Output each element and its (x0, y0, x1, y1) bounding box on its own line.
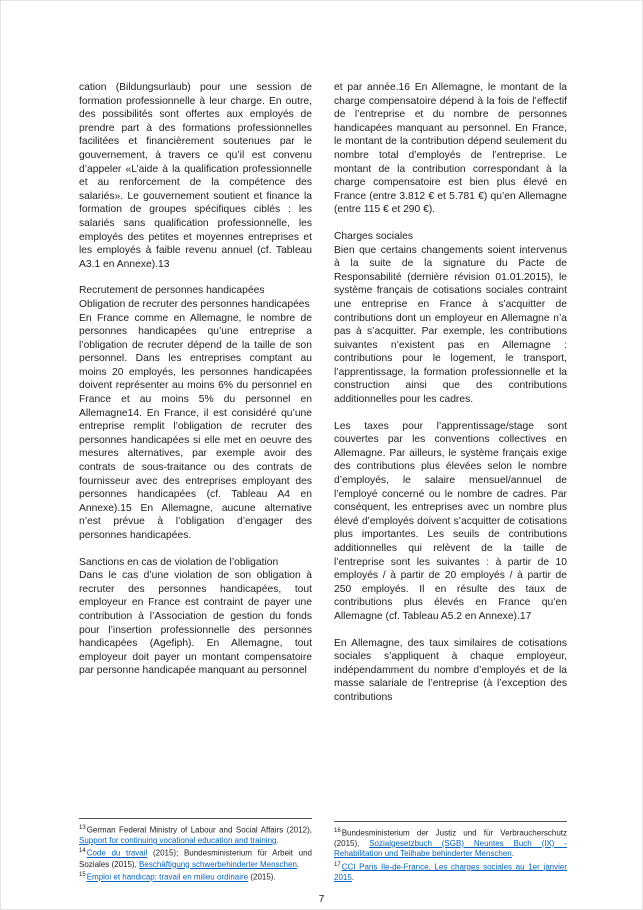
footnote-15 (79, 870, 312, 883)
footnote-14 (79, 846, 312, 869)
section-heading-recrutement: Recrutement de personnes handicapées (79, 285, 265, 297)
footnote-link[interactable]: Support for continuing vocational education and training (79, 836, 277, 846)
text-block (334, 637, 567, 705)
text-block (79, 81, 312, 271)
footnote-13 (79, 823, 312, 846)
footnote-link[interactable]: Code du travail (86, 849, 148, 859)
paragraph: et par année.16 En Allemagne, le montant de la charge compensatoire dépend à la fois de l’effectif de l’entreprise et du nombre de personnes handicapées manquant au personnel. En France, le montant de la contribution dépend seulement du nombre total d’employés de l’entreprise. Le montant de la contribution correspondant à la charge compensatoire est bien plus élevé en France (entre 3.812 € et 5.781 €) qu’en Allemagne (entre 115 € et 290 €). (334, 82, 567, 216)
footnotes-area (79, 818, 567, 883)
footnote-number: 15 (79, 871, 86, 878)
section-recrutement (79, 284, 312, 542)
section-sanctions (79, 556, 312, 678)
footnote-number: 13 (79, 825, 86, 831)
section-heading-charges: Charges sociales (334, 230, 413, 242)
footnote-17 (334, 860, 567, 883)
section-subheading-obligation: Obligation de recruter des personnes handicapées (79, 298, 310, 310)
footnote-text: (2015); Bundesministerium für Arbeit und Soziales (2015), (79, 849, 312, 869)
paragraph: En France comme en Allemagne, le nombre de personnes handicapées qu’une entreprise a l’obligation de recruter dépend de la taille de son personnel. Dans les entreprises comptant au moins 20 employés, les personnes handicapées doivent représenter au moins 6% du personnel en France et au moins 5% du personnel en Allemagne14. En France, il est considéré qu’une entreprise remplit l’obligation de recruter des personnes handicapées si elle met en oeuvre des mesures alternatives, par exemple avoir des contrats de sous-traitance ou des contrats de fournisseur avec des entreprises employant des personnes handicapées (cf. Tableau A4 en Annexe).15 En Allemagne, aucune alternative n’est prévue à l’obligation d’engager des personnes handicapées. (79, 312, 312, 541)
body-columns (79, 81, 567, 718)
page-number: 7 (318, 894, 325, 905)
footnote-separator (334, 821, 567, 822)
footnote-number: 17 (334, 861, 341, 868)
paragraph: Bien que certains changements soient intervenus à la suite de la signature du Pacte de Responsabilité (dernière révision 01.01.2015), le système français de cotisations sociales contraint une entreprise en France à s’acquitter de contributions dont un employeur en Allemagne n’a pas à s’acquitter. Par exemple, les contributions suivantes n’existent pas en Allemagne : contributions pour le logement, le transport, l’apprentissage, la formation professionnelle et la construction ainsi que des contributions additionnelles pour les cadres. (334, 244, 567, 406)
footnote-text: German Federal Ministry of Labour and Social Affairs (2012), (86, 825, 312, 835)
section-charges-sociales (334, 230, 567, 407)
footnote-link[interactable]: Emploi et handicap: travail en milieu ordinaire (86, 872, 249, 882)
section-heading-sanctions: Sanctions en cas de violation de l’obligation (79, 556, 279, 568)
paragraph: Dans le cas d’une violation de son obligation à recruter des personnes handicapées, tout employeur en France est contraint de payer une contribution à l’Association de gestion du fonds pour l’insertion professionnelle des personnes handicapées (Agefiph). En Allemagne, tout employeur doit payer un montant compensatoire par personne handicapée manquant au personnel (79, 570, 312, 677)
paragraph: Les taxes pour l’apprentissage/stage sont couvertes par les conventions collectives en Allemagne. Par ailleurs, le système français exige des contributions plus élevées selon le nombre d’employés, le salaire mensuel/annuel de l’employé concerné ou le nombre de cadres. Par conséquent, les entreprises avec un nombre plus élevé d’employés doivent s’acquitter de cotisations plus importantes. Les seuils de contributions additionnelles qui relèvent de la taille de l’entreprise sont les suivantes : à partir de 10 employés / à partir de 20 employés / à partir de 250 employés. Il en résulte des taux de contributions plus élevés en France qu’en Allemagne (cf. Tableau A5.2 en Annexe).17 (334, 420, 567, 622)
footnote-link[interactable]: Beschäftigung schwerbehinderter Menschen (139, 859, 297, 869)
right-column (334, 81, 567, 718)
footnote-text: (2015). (248, 872, 276, 882)
footnote-separator (79, 818, 312, 819)
footnote-link[interactable]: Sozialgesetzbuch (SGB) Neuntes Buch (IX) - Rehabilitation und Teilhabe behinderter Menschen (334, 838, 567, 859)
footnote-number: 16 (334, 827, 341, 834)
footnotes-right-column (334, 821, 567, 883)
paragraph: En Allemagne, des taux similaires de cotisations sociales s’appliquent à chaque employeur, indépendamment du nombre d’employés et de la masse salariale de l’entreprise (à l’exception des contributions (334, 637, 567, 703)
text-block (334, 81, 567, 217)
footnote-text: Bundesministerium der Justiz und für Verbraucherschutz (2015), (334, 828, 567, 848)
footnote-number: 14 (79, 848, 86, 855)
footnotes-left-column (79, 818, 312, 883)
footnote-link[interactable]: CCI Paris Ile-de-France, Les charges sociales au 1er janvier 2015 (334, 862, 567, 882)
footnote-text: . (296, 859, 300, 869)
footnote-text: . (351, 872, 355, 882)
footnote-text: . (511, 849, 514, 859)
footnote-text: . (276, 836, 279, 846)
text-block (334, 420, 567, 624)
left-column (79, 81, 312, 718)
paragraph-continuation: cation (Bildungsurlaub) pour une session de formation professionnelle à leur charge. En outre, des possibilités sont offertes aux employés de prendre part à des formations professionnelles facilitées et financièrement soutenues par le gouvernement, à travers ce qu’il est convenu d’appeler «L’aide à la qualification professionnelle et au renforcement de la compétence des salariés». Le gouvernement soutient et finance la formation de groupes spécifiques ciblés : les salariés sans qualification professionnelle, les employés des petites et moyennes entreprises et les employés à faible revenu annuel (cf. Tableau A3.1 en Annexe).13 (79, 82, 312, 270)
footnote-16 (334, 826, 567, 860)
